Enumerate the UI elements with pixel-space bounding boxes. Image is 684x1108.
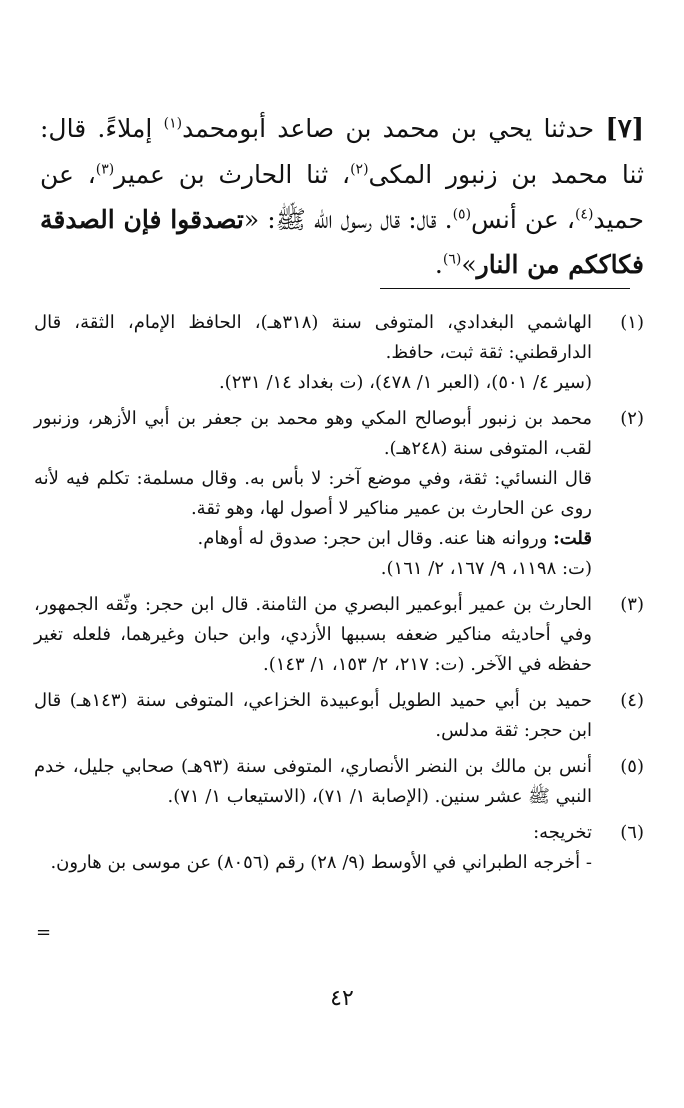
footnotes [34,308,644,884]
hadith-text-part: ، عن حميد [40,160,644,234]
footnote-ref-3[interactable]: (٣) [95,161,115,178]
hadith-text-part: ، ثنا الحارث بن عمير [114,160,351,189]
hadith-text-part: إملاءً. قال: ثنا محمد بن زنبور المكى [40,114,644,189]
footnote-6 [34,818,644,878]
footnote-number: (٤) [620,690,644,711]
hadith-text-part: ، عن أنس [471,205,575,234]
hadith-matn: تصدقوا فإن الصدقة فكاككم من النار [40,205,644,279]
footnote-line: محمد بن زنبور أبوصالح المكي وهو محمد بن جعفر بن أبي الأزهر، وزنبور لقب، المتوفى سنة (٢٤٨هـ). [34,408,592,459]
footnote-ref-1[interactable]: (١) [163,115,183,132]
footnote-reference: (ت: ١١٩٨، ٩/ ١٦٧، ٢/ ١٦١). [380,558,592,579]
footnote-line: (سير ٤/ ٥٠١)، (العبر ١/ ٤٧٨)، (ت بغداد ١٤/ ٢٣١). [218,372,592,393]
footnote-number: (٣) [620,594,644,615]
footnote-line: - أخرجه الطبراني في الأوسط (٩/ ٢٨) رقم (٨٠٥٦) عن موسى بن هارون. [50,852,592,873]
footnote-line [34,524,592,554]
footnote-5 [34,752,644,812]
footnote-ref-4[interactable]: (٤) [574,206,594,223]
hadith-number: [٧] [605,114,644,144]
footnote-line: حميد بن أبي حميد الطويل أبوعبيدة الخزاعي، المتوفى سنة (١٤٣هـ) قال ابن حجر: ثقة مدلس. [34,690,592,741]
footnote-number: (٦) [620,822,644,843]
footnote-ref-5[interactable]: (٥) [452,206,472,223]
hadith-text-part: . قال: قال رسول الله ﷺ: « [243,205,453,234]
continuation-mark: = [36,922,52,943]
footnote-line: قال النسائي: ثقة، وفي موضع آخر: لا بأس به. وقال مسلمة: تكلم فيه لأنه روى عن الحارث بن عمير مناكير لا أصول لها، وهو ثقة. [34,468,592,519]
footnote-ref-2[interactable]: (٢) [350,161,369,178]
footnote-ref-6[interactable]: (٦) [442,251,462,268]
footnote-line: الهاشمي البغدادي، المتوفى سنة (٣١٨هـ)، الحافظ الإمام، الثقة، قال الدارقطني: ثقة ثبت، حافظ. [34,312,592,363]
footnote-number: (١) [620,312,644,333]
footnote-2 [34,404,644,584]
hadith-text-part: . [434,250,443,279]
footnote-number: (٢) [620,408,644,429]
footnote-line: أنس بن مالك بن النضر الأنصاري، المتوفى سنة (٩٣هـ) صحابي جليل، خدم النبي ﷺ عشر سنين. (الإصابة ١/ ٧١)، (الاستيعاب ١/ ٧١). [34,756,592,807]
qult-text: وروانه هنا عنه. وقال ابن حجر: صدوق له أوهام. [197,528,554,549]
hadith-text-part: حدثنا يحي بن محمد بن صاعد أبومحمد [182,114,595,143]
footnote-4 [34,686,644,746]
qult-label: قلت: [553,528,592,549]
footnote-3 [34,590,644,680]
footnote-line: الحارث بن عمير أبوعمير البصري من الثامنة. قال ابن حجر: وثّقه الجمهور، وفي أحاديثه مناكير ضعفه بسببها الأزدي، وابن حبان وغيرهما، فلعله تغير حفظه في الآخر. (ت: ٢١٧، ٢/ ١٥٣، ١/ ١٤٣). [34,594,592,675]
footnote-number: (٥) [620,756,644,777]
footnote-1 [34,308,644,398]
footnote-heading: تخريجه: [533,822,592,843]
footnote-divider [380,288,630,289]
hadith-text [40,106,644,287]
page-number: ٤٢ [330,986,354,1011]
hadith-text-part: » [461,250,477,279]
